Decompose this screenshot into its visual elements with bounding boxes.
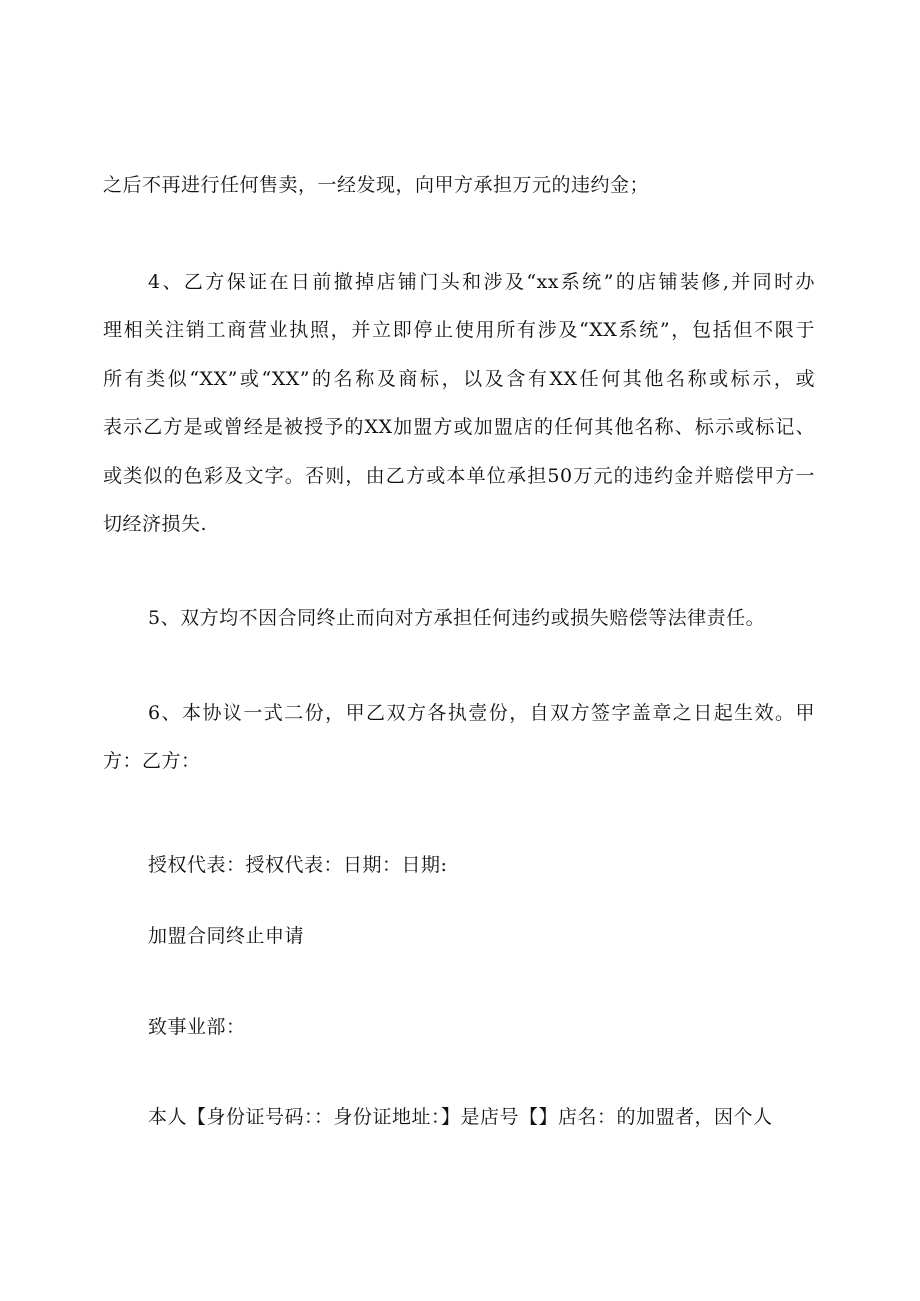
clause-6-line-1: 6、本协议一式二份，甲乙双方各执壹份，自双方签字盖章之日起生效。甲 [148,702,815,724]
clause-6-line-2: 方：乙方： [103,750,201,772]
clause-5-line-1: 5、双方均不因合同终止而向对方承担任何违约或损失赔偿等法律责任。 [148,607,766,629]
clause-4-line-6: 切经济损失. [103,513,208,535]
clause-4-line-3: 所有类似“XX”或“XX”的名称及商标，以及含有XX任何其他名称或标示，或 [103,368,815,390]
recipient-line: 致事业部： [148,1016,246,1038]
clause-4-line-1: 4、乙方保证在日前撤掉店铺门头和涉及“xx系统”的店铺装修,并同时办 [148,271,815,293]
application-body-line-1: 本人【身份证号码：：身份证地址：】是店号【】店名：的加盟者，因个人 [148,1106,773,1128]
clause-4-line-4: 表示乙方是或曾经是被授予的XX加盟方或加盟店的任何其他名称、标示或标记、 [103,416,815,438]
signature-line: 授权代表：授权代表：日期：日期: [148,854,448,876]
clause-4-line-2: 理相关注销工商营业执照，并立即停止使用所有涉及“XX系统”，包括但不限于 [103,319,815,341]
text-line-1: 之后不再进行任何售卖，一经发现，向甲方承担万元的违约金； [103,174,650,196]
application-title: 加盟合同终止申请 [148,925,305,947]
clause-4-line-5: 或类似的色彩及文字。否则，由乙方或本单位承担50万元的违约金并赔偿甲方一 [103,465,815,487]
